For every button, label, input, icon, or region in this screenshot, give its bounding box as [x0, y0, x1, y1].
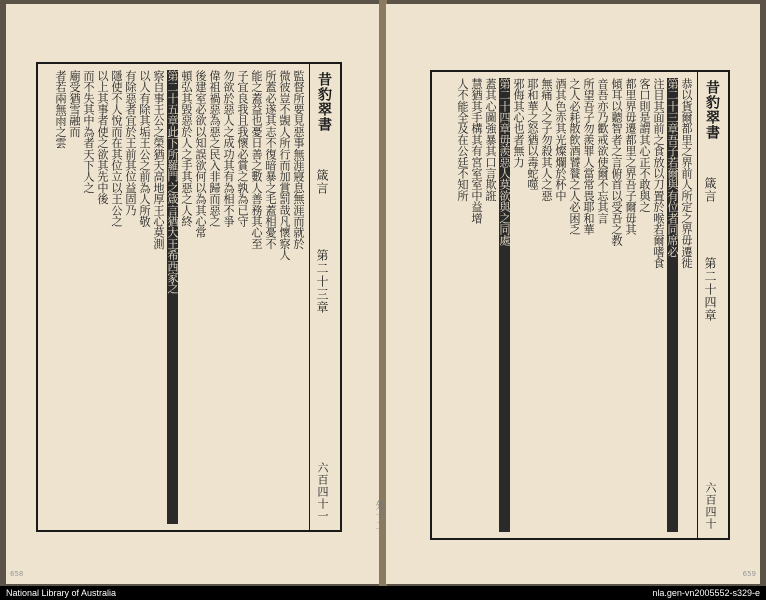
left-page-text-column: 所蓋必遂其志不復暗暴之毛蓋相憂不 — [264, 70, 277, 250]
right-page-number: 六百四十 — [704, 482, 717, 530]
right-text-body — [438, 78, 692, 532]
right-page-text-column: 客口則是謂其心正不敢與之 — [638, 78, 651, 213]
left-page-text-column: 有除惡者宜於王前其位益固乃 — [124, 70, 137, 216]
footer-institution: National Library of Australia — [6, 588, 117, 598]
left-page-text-column: 頓弘其毀惡於人之手其惡之人終 — [180, 70, 193, 227]
left-page-text-column: 第二十五章此下所羅門之箴言猶大王希西家之 — [167, 70, 178, 524]
left-page-text-column: 監督所要見惡事無涯寢息無涯而就於 — [292, 70, 305, 250]
right-library-stamp: 659 — [742, 570, 756, 578]
right-page-text-column: 慧猶其手構其有宮室室中益增 — [470, 78, 483, 224]
left-text-frame — [36, 62, 342, 532]
right-page-text-column: 蓋其心圖強暴其口言欺誑 — [484, 78, 497, 202]
left-page-text-column: 而不失其中為者天下人之 — [82, 70, 95, 194]
footer-identifier: nla.gen-vn2005552-s329-e — [652, 588, 760, 598]
left-page-text-column: 廟受猶雪融而 — [68, 70, 81, 138]
left-page-text-column: 以上其事者使之欲其先中後 — [96, 70, 109, 205]
right-page-text-column: 恭以貨爾都里之界前人所定之界毋遷徙 — [680, 78, 693, 269]
left-book-title: 昔豹翠書 — [316, 72, 332, 132]
right-page-text-column: 邪侮其心也者無力 — [512, 78, 525, 168]
left-page-text-column: 子宜良我且我懷必賞之孰為已守 — [236, 70, 249, 227]
right-page-text-column: 音吾亦乃歡戒欲使爾不忘其言 — [596, 78, 609, 224]
left-page-text-column: 能之蓋益也憂日善之數人善務其心至 — [250, 70, 263, 250]
left-volume: 箴言 — [315, 169, 329, 195]
right-page-text-column: 無痛人之子勿殺其人之惡 — [540, 78, 553, 202]
left-header — [309, 64, 340, 530]
right-page-text-column: 都里界毋遷都里之界吾子爾毋其 — [624, 78, 637, 235]
right-page-text-column: 酒其色赤其光燦爛於杯中 — [554, 78, 567, 202]
left-page-text-column: 微彼豈不覬人所行而加賞罰哉凡懷察人 — [278, 70, 291, 261]
right-page-text-column: 耶和華之怒猶以毒蛇噬 — [526, 78, 539, 190]
left-text-body — [44, 70, 304, 524]
right-text-frame — [430, 70, 730, 540]
fold-mark: 外十二 — [373, 500, 384, 530]
right-page-text-column: 第二十四章毋羨惡人莫欲與之同處 — [499, 78, 510, 532]
right-page-text-column: 第二十三章吾子若爾與有位者同席必 — [667, 78, 678, 532]
left-page-text-column: 察自事王公之榮猶天高地厚王心莫測 — [152, 70, 165, 250]
left-page-text-column: 隱使不人悅而在其位立以王公之 — [110, 70, 123, 227]
right-header — [697, 72, 728, 538]
left-library-stamp: 658 — [10, 570, 24, 578]
left-page-text-column: 偉祖禍惡為惡之民入非歸而惡之 — [208, 70, 221, 227]
left-page-number: 六百四十一 — [316, 462, 329, 522]
left-page-text-column: 勿欲於惡人之成功其有為相不爭 — [222, 70, 235, 227]
right-page-text-column: 之人必耗散飲酒饕餮之人必困乏 — [568, 78, 581, 235]
left-page-text-column: 以人有除其垢王公之前為人所敬 — [138, 70, 151, 227]
right-chapter: 第二十四章 — [703, 257, 717, 322]
right-volume: 箴言 — [703, 177, 717, 203]
right-page-text-column: 傾耳以聽智者之言俯首以受吾之教 — [610, 78, 623, 246]
right-page-text-column: 所望吾子勿羨罪人當常畏耶和華 — [582, 78, 595, 235]
footer-bar — [0, 586, 766, 600]
left-chapter: 第二十三章 — [315, 249, 329, 314]
right-page-text-column: 注目其面前之食放以刀置於喉若爾嗜食 — [652, 78, 665, 269]
left-page-text-column: 後建室必欲以知誤欲何以為其心常 — [194, 70, 207, 238]
right-page-text-column: 人不能全及在公廷不知所 — [456, 78, 469, 202]
left-page-text-column: 者若兩無雨之雲 — [54, 70, 67, 149]
right-book-title: 昔豹翠書 — [704, 80, 720, 140]
